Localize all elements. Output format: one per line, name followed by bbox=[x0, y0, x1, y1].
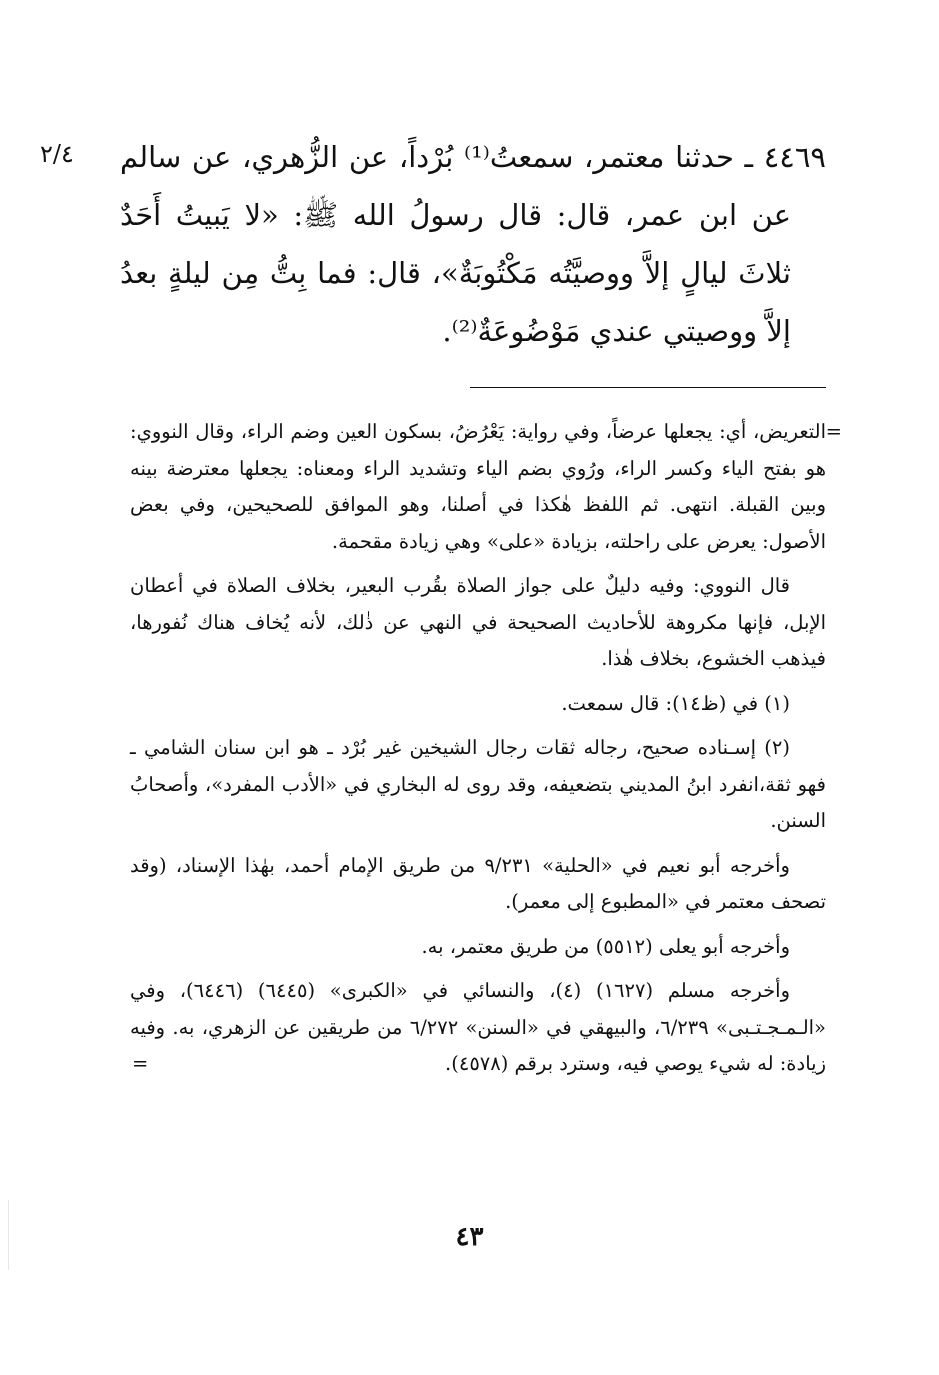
footnote-paragraph-last bbox=[130, 973, 826, 1083]
continuation-mark: = bbox=[825, 420, 842, 443]
hadith-text bbox=[120, 128, 826, 360]
footnote-divider bbox=[470, 387, 826, 388]
hadith-paragraph: ٤٤٦٩ ـ حدثنا معتمر، سمعتُ⁽¹⁾ بُرْداً، عن الزُّهري، عن سالم عن ابن عمر، قال: قال رسولُ الله ﷺ: «لا يَبيتُ أَحَدٌ ثلاثَ ليالٍ إلاَّ ووصيَّتُه مَكْتُوبَةٌ»، قال: فما بِتُّ مِن ليلةٍ بعدُ إلاَّ ووصيتي عندي مَوْضُوعَةٌ⁽²⁾. bbox=[120, 140, 826, 348]
footnote-text: وأخرجه مسلم (١٦٢٧) (٤)، والنسائي في «الكبرى» (٦٤٤٥) (٦٤٤٦)، وفي «الـمـجـتـبى» ٦/٢٣٩، والبيهقي في «السنن» ٦/٢٧٢ من طريقين عن الزهري، به. وفيه زيادة: له شيء يوصي فيه، وسترد برقم (٤٥٧٨). bbox=[130, 979, 826, 1075]
footnote-paragraph: وأخرجه أبو نعيم في «الحلية» ٩/٢٣١ من طريق الإمام أحمد، بهٰذا الإسناد، (وقد تصحف معتمر في «المطبوع إلى معمر). bbox=[130, 853, 826, 913]
volume-page-reference: ٢/٤ bbox=[40, 140, 74, 168]
footnote-paragraph: وأخرجه أبو يعلى (٥٥١٢) من طريق معتمر، به. bbox=[421, 934, 790, 958]
footnote-text: التعريض، أي: يجعلها عرضاً، وفي رواية: يَعْرُضُ، بسكون العين وضم الراء، وقال النووي: هو بفتح الياء وكسر الراء، ورُوي بضم الياء وتشديد الراء ومعناه: يجعلها معترضة بينه وبين القبلة. انتهى. ثم اللفظ هٰكذا في أصلنا، وهو الموافق للصحيحين، وفي بعض الأصول: يعرض على راحلته، بزيادة «على» وهي زيادة مقحمة. bbox=[130, 420, 826, 553]
footnote-2: (٢) إسـناده صحيح، رجاله ثقات رجال الشيخين غير بُرْد ـ هو ابن سنان الشامي ـ فهو ثقة،انفرد ابنُ المديني بتضعيفه، وقد روى له البخاري في «الأدب المفرد»، وأصحابُ السنن. bbox=[130, 736, 826, 832]
footnote-paragraph: قال النووي: وفيه دليلٌ على جواز الصلاة بقُرب البعير، بخلاف الصلاة في أعطان الإبل، فإنها مكروهة للأحاديث الصحيحة في النهي عن ذٰلك، لأنه يُخاف هناك نُفورها، فيذهب الخشوع، بخلاف هٰذا. bbox=[130, 574, 826, 670]
page-number: ٤٣ bbox=[455, 1222, 484, 1252]
continued-mark: = bbox=[132, 1052, 149, 1075]
scan-edge bbox=[8, 1200, 9, 1270]
footnote-continuation bbox=[130, 414, 842, 560]
footnotes bbox=[130, 414, 842, 1091]
footnote-1: (١) في (ظ١٤): قال سمعت. bbox=[561, 691, 790, 715]
